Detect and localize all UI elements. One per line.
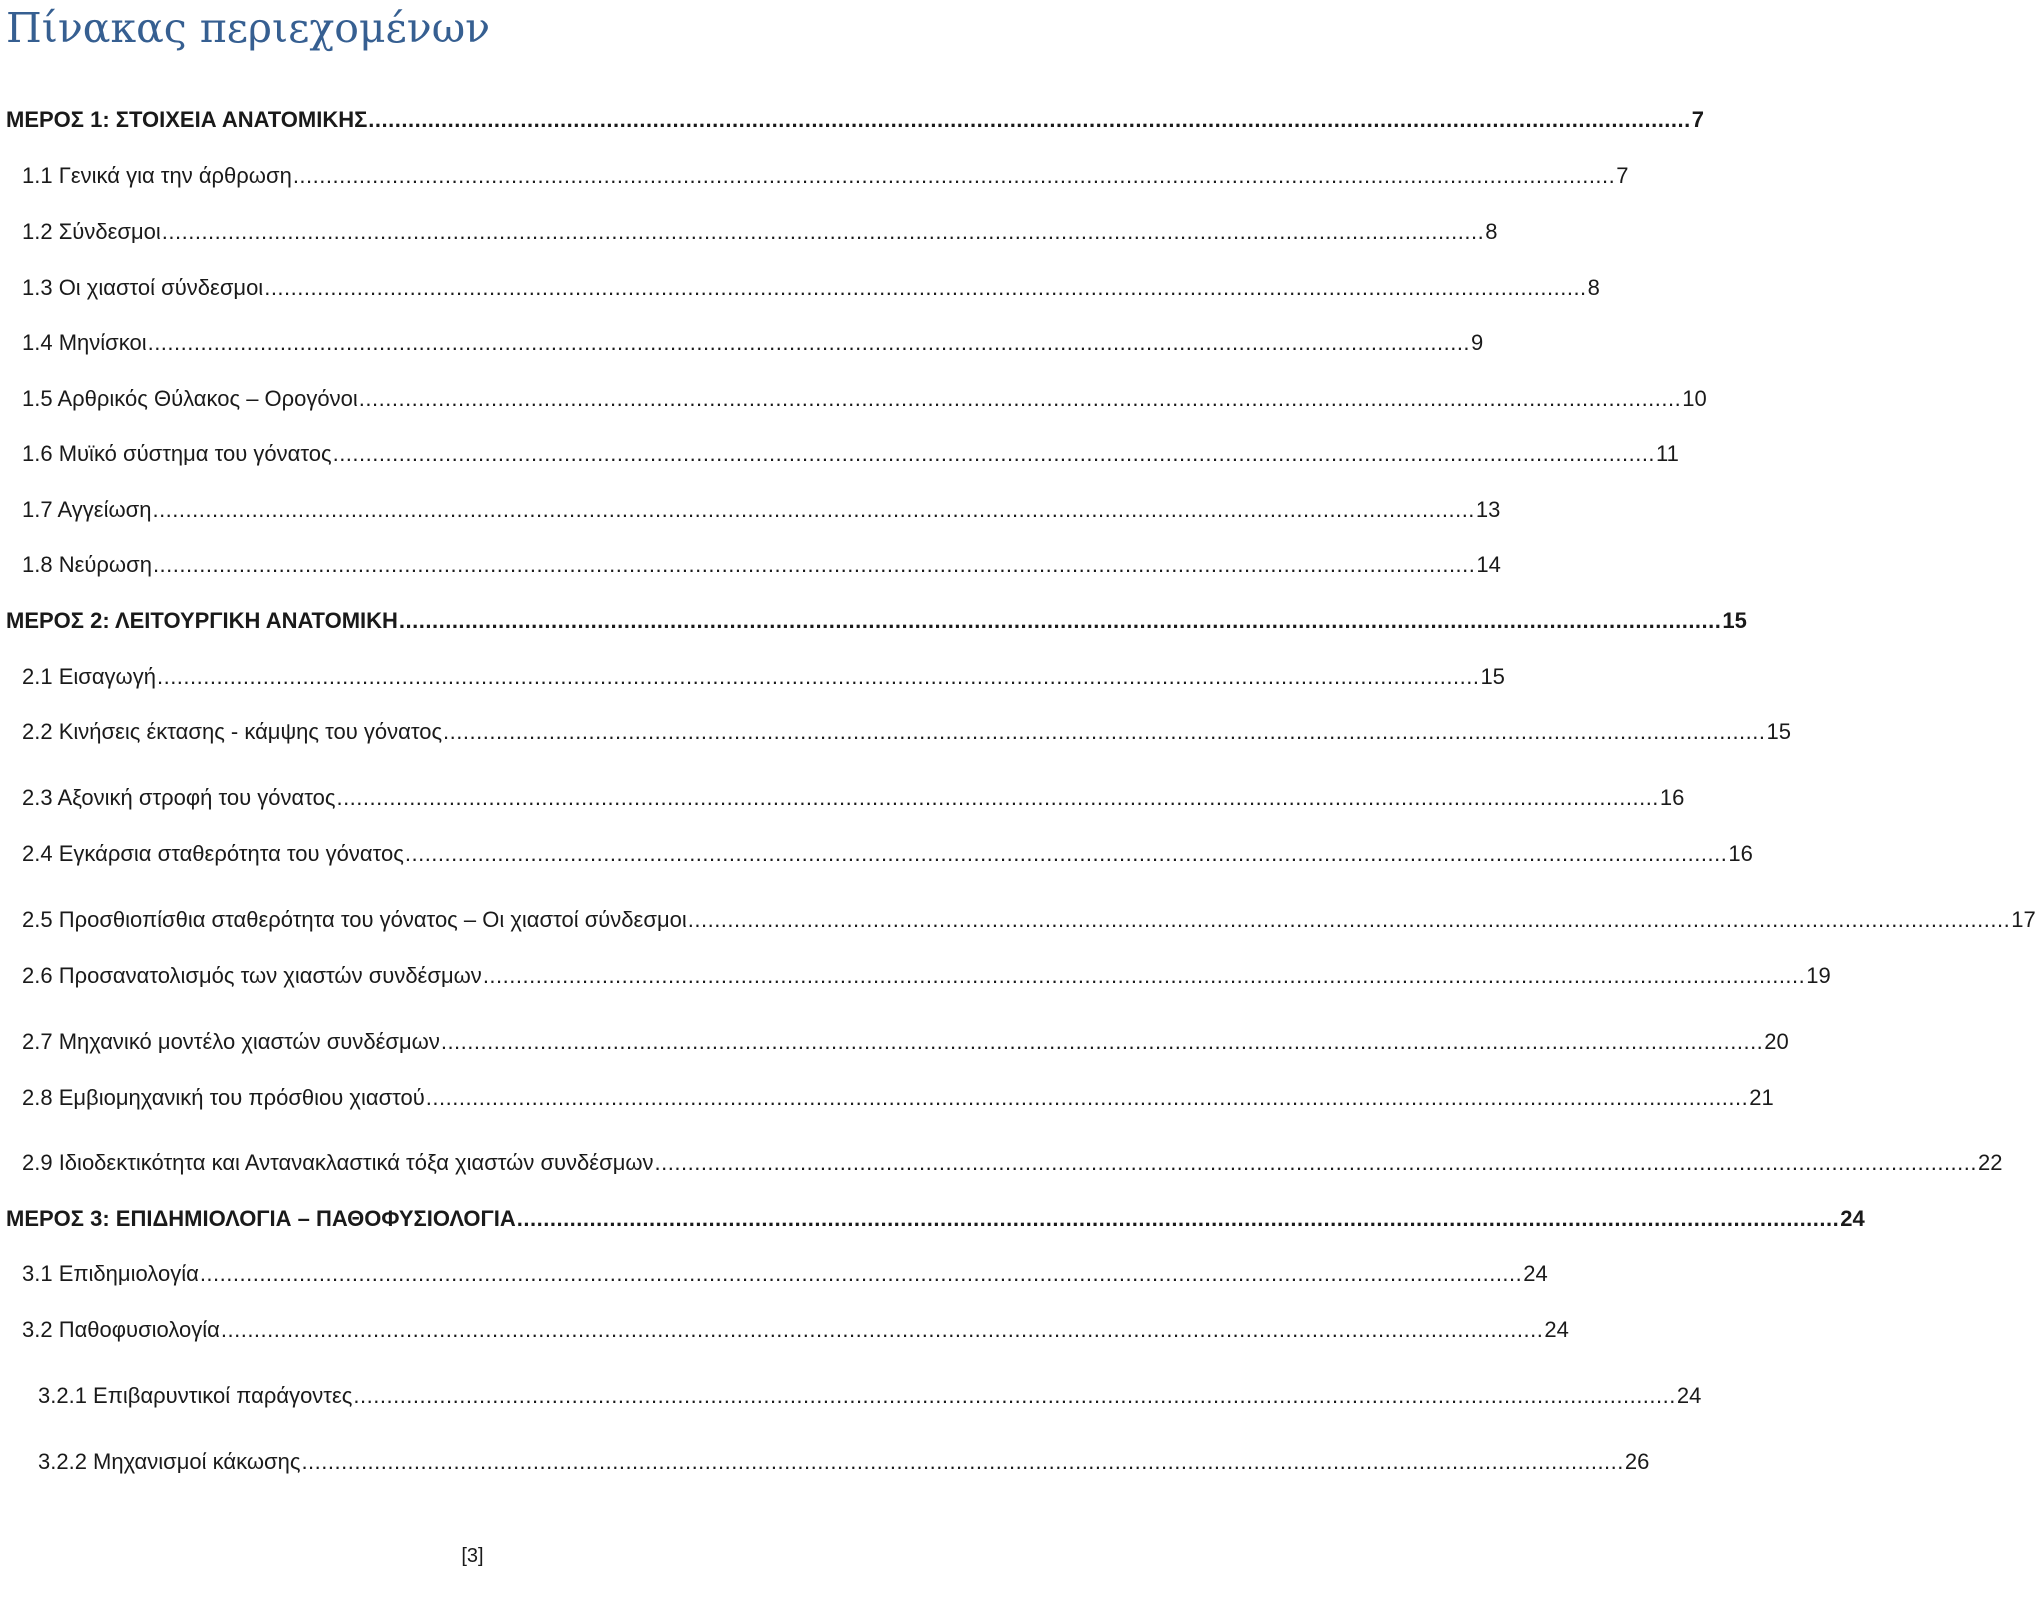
toc-dot-leader: ........................................................................................................................................................................................................	[301, 1449, 1624, 1474]
toc-part-heading[interactable]	[6, 606, 1747, 636]
toc-dot-leader: ........................................................................................................................................................................................................	[332, 441, 1656, 466]
toc-entry-label: ΜΕΡΟΣ 3: ΕΠΙΔΗΜΙΟΛΟΓΙΑ – ΠΑΘΟΦΥΣΙΟΛΟΓΙΑ	[6, 1206, 516, 1231]
toc-entry-page: 14	[1476, 552, 1501, 577]
toc-dot-leader: ........................................................................................................................................................................................................	[687, 907, 2011, 932]
toc-entry-page: 7	[1616, 163, 1629, 188]
toc-entry-page: 16	[1659, 785, 1685, 810]
toc-section-link[interactable]	[22, 550, 1501, 580]
toc-entry-label: 3.2.1 Επιβαρυντικοί παράγοντες	[38, 1383, 353, 1408]
toc-entry-label: 2.8 Εμβιομηχανική του πρόσθιου χιαστού	[22, 1085, 425, 1110]
toc-entry-label: 3.2 Παθοφυσιολογία	[22, 1317, 220, 1342]
toc-entry-label: 1.2 Σύνδεσμοι	[22, 219, 161, 244]
toc-dot-leader: ........................................................................................................................................................................................................	[368, 107, 1691, 132]
toc-entry-page: 19	[1806, 963, 1831, 988]
page-title: Πίνακας περιεχομένων	[6, 4, 491, 52]
toc-section-link[interactable]	[22, 839, 1753, 869]
toc-entry-page: 13	[1475, 497, 1501, 522]
toc-dot-leader: ........................................................................................................................................................................................................	[398, 608, 1722, 633]
toc-entry-page: 26	[1624, 1449, 1650, 1474]
toc-part-heading[interactable]	[6, 1204, 1865, 1234]
toc-dot-leader: ........................................................................................................................................................................................................	[336, 785, 1659, 810]
toc-dot-leader: ........................................................................................................................................................................................................	[156, 664, 1480, 689]
toc-dot-leader: ........................................................................................................................................................................................................	[147, 330, 1471, 355]
toc-section-link[interactable]	[22, 1027, 1789, 1057]
toc-entry-label: 3.2.2 Μηχανισμοί κάκωσης	[38, 1449, 301, 1474]
toc-entry-page: 8	[1587, 275, 1600, 300]
toc-entry-label: 1.4 Μηνίσκοι	[22, 330, 147, 355]
toc-entry-page: 17	[2011, 907, 2036, 932]
toc-dot-leader: ........................................................................................................................................................................................................	[440, 1029, 1764, 1054]
toc-entry-page: 20	[1764, 1029, 1789, 1054]
toc-entry-label: 2.1 Εισαγωγή	[22, 664, 156, 689]
toc-section-link[interactable]	[22, 384, 1707, 414]
toc-subsection-link[interactable]	[38, 1447, 1650, 1477]
toc-entry-label: 2.4 Εγκάρσια σταθερότητα του γόνατος	[22, 841, 404, 866]
toc-entry-page: 7	[1691, 107, 1705, 132]
toc-section-link[interactable]	[22, 662, 1505, 692]
toc-dot-leader: ........................................................................................................................................................................................................	[443, 719, 1766, 744]
toc-dot-leader: ........................................................................................................................................................................................................	[425, 1085, 1749, 1110]
toc-dot-leader: ........................................................................................................................................................................................................	[152, 552, 1476, 577]
toc-dot-leader: ........................................................................................................................................................................................................	[292, 163, 1616, 188]
toc-entry-page: 15	[1722, 608, 1747, 633]
toc-entry-page: 11	[1656, 441, 1679, 466]
toc-part-heading[interactable]	[6, 105, 1705, 135]
toc-entry-page: 9	[1471, 330, 1484, 355]
toc-section-link[interactable]	[22, 1083, 1774, 1113]
toc-dot-leader: ........................................................................................................................................................................................................	[516, 1206, 1840, 1231]
toc-subsection-link[interactable]	[38, 1381, 1702, 1411]
toc-entry-label: 1.8 Νεύρωση	[22, 552, 152, 577]
toc-section-link[interactable]	[22, 161, 1629, 191]
toc-entry-page: 24	[1544, 1317, 1569, 1342]
toc-entry-label: 2.5 Προσθιοπίσθια σταθερότητα του γόνατος – Οι χιαστοί σύνδεσμοι	[22, 907, 687, 932]
toc-section-link[interactable]	[22, 1259, 1548, 1289]
toc-entry-label: 2.7 Μηχανικό μοντέλο χιαστών συνδέσμων	[22, 1029, 440, 1054]
toc-entry-page: 8	[1485, 219, 1498, 244]
toc-dot-leader: ........................................................................................................................................................................................................	[152, 497, 1475, 522]
toc-dot-leader: ........................................................................................................................................................................................................	[264, 275, 1587, 300]
toc-entry-label: 2.6 Προσανατολισμός των χιαστών συνδέσμων	[22, 963, 482, 988]
toc-dot-leader: ........................................................................................................................................................................................................	[199, 1261, 1523, 1286]
toc-entry-label: ΜΕΡΟΣ 1: ΣΤΟΙΧΕΙΑ ΑΝΑΤΟΜΙΚΗΣ	[6, 107, 368, 132]
toc-entry-label: 1.1 Γενικά για την άρθρωση	[22, 163, 292, 188]
toc-entry-page: 21	[1749, 1085, 1774, 1110]
toc-dot-leader: ........................................................................................................................................................................................................	[353, 1383, 1676, 1408]
toc-section-link[interactable]	[22, 217, 1498, 247]
toc-entry-page: 22	[1978, 1150, 2003, 1175]
toc-entry-label: ΜΕΡΟΣ 2: ΛΕΙΤΟΥΡΓΙΚΗ ΑΝΑΤΟΜΙΚΗ	[6, 608, 398, 633]
toc-dot-leader: ........................................................................................................................................................................................................	[358, 386, 1682, 411]
toc-entry-label: 2.2 Κινήσεις έκτασης - κάμψης του γόνατος	[22, 719, 443, 744]
toc-dot-leader: ........................................................................................................................................................................................................	[404, 841, 1728, 866]
toc-entry-label: 2.3 Αξονική στροφή του γόνατος	[22, 785, 336, 810]
toc-entry-label: 1.5 Αρθρικός Θύλακος – Ορογόνοι	[22, 386, 358, 411]
toc-entry-label: 1.7 Αγγείωση	[22, 497, 152, 522]
toc-section-link[interactable]	[22, 1315, 1569, 1345]
toc-section-link[interactable]	[22, 273, 1600, 303]
toc-dot-leader: ........................................................................................................................................................................................................	[161, 219, 1485, 244]
toc-entry-label: 3.1 Επιδημιολογία	[22, 1261, 199, 1286]
toc-dot-leader: ........................................................................................................................................................................................................	[482, 963, 1806, 988]
toc-section-link[interactable]	[22, 328, 1484, 358]
toc-entry-page: 24	[1523, 1261, 1548, 1286]
toc-entry-label: 2.9 Ιδιοδεκτικότητα και Αντανακλαστικά τόξα χιαστών συνδέσμων	[22, 1150, 654, 1175]
toc-entry-label: 1.3 Οι χιαστοί σύνδεσμοι	[22, 275, 264, 300]
toc-section-link[interactable]	[22, 961, 1831, 991]
toc-dot-leader: ........................................................................................................................................................................................................	[220, 1317, 1544, 1342]
toc-section-link[interactable]	[22, 439, 1679, 469]
toc-section-link[interactable]	[22, 783, 1685, 813]
toc-entry-page: 16	[1728, 841, 1753, 866]
toc-entry-page: 24	[1676, 1383, 1702, 1408]
toc-section-link[interactable]	[22, 1148, 2003, 1178]
toc-entry-page: 15	[1766, 719, 1791, 744]
page-number: [3]	[461, 1545, 484, 1567]
toc-entry-page: 15	[1480, 664, 1505, 689]
toc-entry-label: 1.6 Μυϊκό σύστημα του γόνατος	[22, 441, 332, 466]
toc-entry-page: 10	[1682, 386, 1707, 411]
toc-dot-leader: ........................................................................................................................................................................................................	[654, 1150, 1978, 1175]
toc-section-link[interactable]	[22, 905, 2036, 935]
toc-entry-page: 24	[1840, 1206, 1865, 1231]
toc-section-link[interactable]	[22, 717, 1791, 747]
toc-section-link[interactable]	[22, 495, 1501, 525]
